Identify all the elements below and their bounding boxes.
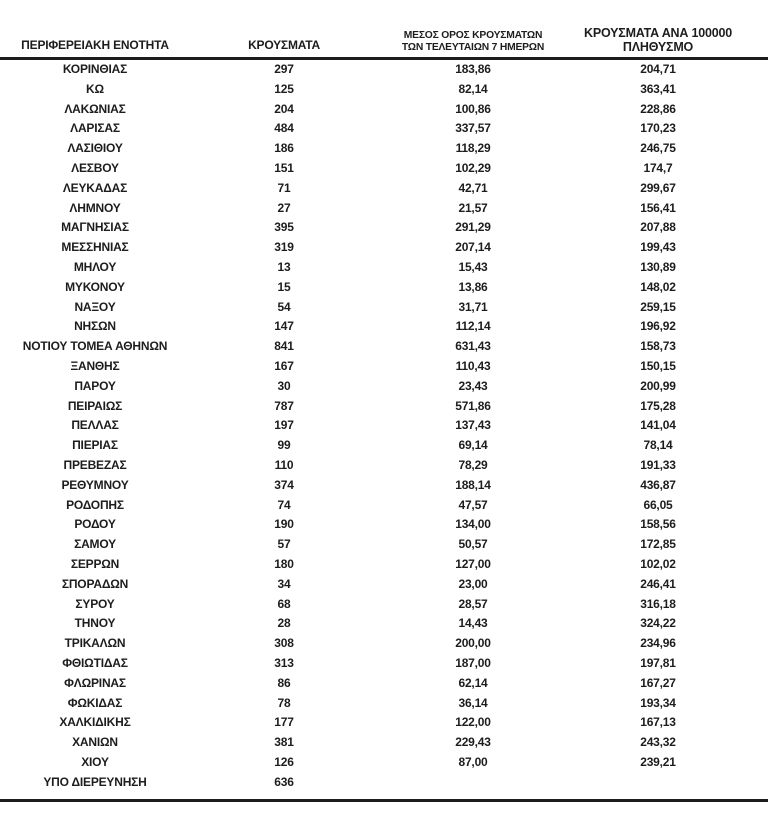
cell-cases-per-100000: 436,87: [640, 477, 676, 492]
cell-regional-unit: ΚΩ: [86, 81, 104, 96]
cell-cases: 151: [274, 160, 294, 175]
cell-cases: 313: [274, 655, 294, 670]
cell-cases-per-100000: 170,23: [640, 121, 676, 136]
cell-7day-average: 137,43: [455, 418, 491, 433]
cell-cases-per-100000: 174,7: [643, 160, 673, 175]
cell-cases-per-100000: 158,73: [640, 339, 676, 354]
cell-7day-average: 207,14: [455, 240, 491, 255]
cell-cases: 74: [277, 497, 291, 512]
cell-regional-unit: ΤΡΙΚΑΛΩΝ: [64, 636, 126, 651]
cell-cases: 68: [277, 596, 291, 611]
cell-7day-average: 13,86: [458, 279, 488, 294]
cell-cases: 110: [274, 457, 294, 472]
table-row: [0, 753, 768, 773]
cell-7day-average: 122,00: [455, 715, 491, 730]
table-row: [0, 634, 768, 654]
cell-regional-unit: ΝΟΤΙΟΥ ΤΟΜΕΑ ΑΘΗΝΩΝ: [22, 339, 168, 354]
table-row: [0, 515, 768, 535]
cell-regional-unit: ΝΑΞΟΥ: [74, 299, 116, 314]
cell-7day-average: 78,29: [458, 457, 488, 472]
cell-regional-unit: ΜΗΛΟΥ: [73, 259, 117, 274]
cell-regional-unit: ΜΑΓΝΗΣΙΑΣ: [61, 220, 129, 235]
table-row: [0, 119, 768, 139]
cell-cases-per-100000: 239,21: [640, 754, 676, 769]
table-row: [0, 357, 768, 377]
table-row: [0, 674, 768, 694]
cell-regional-unit: ΧΙΟΥ: [81, 754, 109, 769]
table-row: [0, 59, 768, 80]
cell-cases: 197: [274, 418, 294, 433]
table-row: [0, 377, 768, 397]
table-row: [0, 575, 768, 595]
cell-7day-average: 82,14: [458, 81, 488, 96]
cell-regional-unit: ΥΠΟ ΔΙΕΡΕΥΝΗΣΗ: [43, 774, 147, 789]
cell-7day-average: 62,14: [458, 675, 488, 690]
column-header-cases-per-100000-line2: ΠΛΗΘΥΣΜΟ: [622, 40, 694, 54]
cell-cases: 319: [274, 240, 294, 255]
cell-7day-average: 110,43: [455, 358, 491, 373]
cell-cases: 186: [274, 141, 294, 156]
table-row: [0, 238, 768, 258]
cell-cases: 177: [274, 715, 294, 730]
cell-7day-average: 229,43: [455, 735, 491, 750]
column-header-cases-label: ΚΡΟΥΣΜΑΤΑ: [248, 38, 320, 52]
table-row: [0, 80, 768, 100]
cell-regional-unit: ΧΑΛΚΙΔΙΚΗΣ: [59, 715, 131, 730]
cell-regional-unit: ΦΛΩΡΙΝΑΣ: [64, 675, 126, 690]
cell-cases-per-100000: 200,99: [640, 378, 676, 393]
table-row: [0, 258, 768, 278]
cell-cases: 57: [277, 537, 291, 552]
cell-cases: 78: [277, 695, 291, 710]
cell-7day-average: 15,43: [458, 259, 488, 274]
cell-cases-per-100000: 199,43: [640, 240, 676, 255]
cell-cases: 13: [277, 259, 291, 274]
cell-cases: 71: [277, 180, 291, 195]
table-row: [0, 278, 768, 298]
cell-cases-per-100000: 175,28: [640, 398, 676, 413]
cell-cases: 204: [274, 101, 294, 116]
cell-cases: 34: [277, 576, 291, 591]
table-row: [0, 654, 768, 674]
cell-regional-unit: ΡΕΘΥΜΝΟΥ: [61, 477, 129, 492]
cell-regional-unit: ΠΙΕΡΙΑΣ: [72, 438, 118, 453]
table-row: [0, 694, 768, 714]
cell-cases: 126: [274, 754, 294, 769]
table-row: [0, 317, 768, 337]
cell-cases-per-100000: 246,41: [640, 576, 676, 591]
table-row: [0, 100, 768, 120]
cell-cases-per-100000: 299,67: [640, 180, 676, 195]
cell-cases-per-100000: 148,02: [640, 279, 676, 294]
cell-cases: 30: [277, 378, 291, 393]
cell-cases: 374: [274, 477, 294, 492]
cell-7day-average: 14,43: [458, 616, 488, 631]
cell-cases: 381: [274, 735, 294, 750]
cell-cases-per-100000: 246,75: [640, 141, 676, 156]
cell-7day-average: 100,86: [455, 101, 491, 116]
table-body: [0, 59, 768, 793]
cell-regional-unit: ΦΘΙΩΤΙΔΑΣ: [62, 655, 128, 670]
cell-regional-unit: ΜΕΣΣΗΝΙΑΣ: [61, 240, 129, 255]
cell-cases-per-100000: 259,15: [640, 299, 676, 314]
cell-cases: 125: [274, 81, 294, 96]
cell-7day-average: 31,71: [458, 299, 488, 314]
column-header-cases-per-100000: [568, 12, 768, 59]
cell-cases-per-100000: 167,13: [640, 715, 676, 730]
cell-cases-per-100000: 204,71: [640, 62, 676, 76]
cell-regional-unit: ΝΗΣΩΝ: [74, 319, 116, 334]
table-row: [0, 416, 768, 436]
cell-regional-unit: ΛΑΚΩΝΙΑΣ: [64, 101, 126, 116]
cell-cases-per-100000: 324,22: [640, 616, 676, 631]
cell-7day-average: 134,00: [455, 517, 491, 532]
column-header-7day-average-line2: ΤΩΝ ΤΕΛΕΥΤΑΙΩΝ 7 ΗΜΕΡΩΝ: [401, 42, 545, 53]
table-row: [0, 298, 768, 318]
cell-7day-average: 42,71: [458, 180, 488, 195]
column-header-cases: [190, 12, 378, 59]
cell-cases: 297: [274, 62, 294, 76]
table-row: [0, 614, 768, 634]
cell-cases-per-100000: 172,85: [640, 537, 676, 552]
cell-cases: 636: [274, 774, 294, 789]
cell-regional-unit: ΣΕΡΡΩΝ: [70, 556, 120, 571]
cell-regional-unit: ΛΑΡΙΣΑΣ: [70, 121, 120, 136]
cell-regional-unit: ΜΥΚΟΝΟΥ: [65, 279, 125, 294]
cell-cases-per-100000: 130,89: [640, 259, 676, 274]
cell-7day-average: 188,14: [455, 477, 491, 492]
cell-cases: 99: [277, 438, 291, 453]
bottom-divider: [0, 799, 768, 802]
cell-cases-per-100000: 167,27: [640, 675, 676, 690]
cell-cases: 190: [274, 517, 294, 532]
table-row: [0, 535, 768, 555]
cell-regional-unit: ΡΟΔΟΠΗΣ: [66, 497, 124, 512]
cell-cases: 787: [274, 398, 294, 413]
cell-cases-per-100000: 363,41: [640, 81, 676, 96]
table-row: [0, 337, 768, 357]
column-header-cases-per-100000-line1: ΚΡΟΥΣΜΑΤΑ ΑΝΑ 100000: [584, 26, 732, 40]
cell-cases: 841: [274, 339, 294, 354]
header-row: [0, 12, 768, 59]
cell-regional-unit: ΚΟΡΙΝΘΙΑΣ: [62, 62, 128, 76]
cell-regional-unit: ΣΑΜΟΥ: [74, 537, 116, 552]
cell-cases-per-100000: 156,41: [640, 200, 676, 215]
table-row: [0, 436, 768, 456]
cell-7day-average: 112,14: [455, 319, 491, 334]
cell-cases-per-100000: 141,04: [640, 418, 676, 433]
cell-7day-average: 127,00: [455, 556, 491, 571]
cell-7day-average: 571,86: [455, 398, 491, 413]
column-header-regional-unit-label: ΠΕΡΙΦΕΡΕΙΑΚΗ ΕΝΟΤΗΤΑ: [21, 38, 169, 52]
cell-7day-average: 183,86: [455, 62, 491, 76]
cell-7day-average: 631,43: [455, 339, 491, 354]
cell-regional-unit: ΧΑΝΙΩΝ: [72, 735, 118, 750]
cell-regional-unit: ΠΕΛΛΑΣ: [71, 418, 119, 433]
cell-regional-unit: ΠΕΙΡΑΙΩΣ: [67, 398, 123, 413]
cell-regional-unit: ΛΕΣΒΟΥ: [71, 160, 119, 175]
table-row: [0, 496, 768, 516]
cell-cases: 484: [274, 121, 294, 136]
cell-cases-per-100000: 196,92: [640, 319, 676, 334]
table-row: [0, 139, 768, 159]
cell-cases-per-100000: 197,81: [640, 655, 676, 670]
cell-cases: 395: [274, 220, 294, 235]
table-row: [0, 179, 768, 199]
table-row: [0, 476, 768, 496]
cell-7day-average: 47,57: [458, 497, 488, 512]
cell-cases: 167: [274, 358, 294, 373]
cell-7day-average: 36,14: [458, 695, 488, 710]
cell-regional-unit: ΛΗΜΝΟΥ: [69, 200, 121, 215]
cell-cases-per-100000: 207,88: [640, 220, 676, 235]
cell-cases: 27: [277, 200, 291, 215]
cell-cases-per-100000: 66,05: [643, 497, 673, 512]
table-row: [0, 555, 768, 575]
cell-cases: 308: [274, 636, 294, 651]
cell-7day-average: 28,57: [458, 596, 488, 611]
cell-cases-per-100000: 228,86: [640, 101, 676, 116]
cell-7day-average: 102,29: [455, 160, 491, 175]
column-header-7day-average: [378, 12, 568, 59]
cell-cases-per-100000: 158,56: [640, 517, 676, 532]
cell-regional-unit: ΡΟΔΟΥ: [74, 517, 116, 532]
table-row: [0, 456, 768, 476]
cell-cases: 28: [277, 616, 291, 631]
table-row: [0, 199, 768, 219]
cell-7day-average: 21,57: [458, 200, 488, 215]
cell-cases: 147: [274, 319, 294, 334]
cell-cases-per-100000: 234,96: [640, 636, 676, 651]
table-row: [0, 218, 768, 238]
table-header: [0, 12, 768, 59]
cell-regional-unit: ΞΑΝΘΗΣ: [70, 358, 120, 373]
column-header-7day-average-line1: ΜΕΣΟΣ ΟΡΟΣ ΚΡΟΥΣΜΑΤΩΝ: [403, 30, 543, 41]
cell-7day-average: 200,00: [455, 636, 491, 651]
cell-regional-unit: ΣΥΡΟΥ: [75, 596, 115, 611]
cell-7day-average: 87,00: [458, 754, 488, 769]
table-row: [0, 733, 768, 753]
cell-cases-per-100000: 193,34: [640, 695, 676, 710]
cell-cases: 86: [277, 675, 291, 690]
cell-cases-per-100000: 243,32: [640, 735, 676, 750]
cell-7day-average: 69,14: [458, 438, 488, 453]
cell-cases-per-100000: [568, 773, 768, 793]
cell-cases-per-100000: 78,14: [643, 438, 673, 453]
cell-7day-average: [378, 773, 568, 793]
cell-regional-unit: ΠΑΡΟΥ: [74, 378, 116, 393]
cell-regional-unit: ΦΩΚΙΔΑΣ: [67, 695, 123, 710]
cell-7day-average: 118,29: [455, 141, 491, 156]
table-row: [0, 595, 768, 615]
table-row: [0, 397, 768, 417]
cell-regional-unit: ΣΠΟΡΑΔΩΝ: [61, 576, 129, 591]
cell-7day-average: 23,43: [458, 378, 488, 393]
cell-cases: 15: [277, 279, 291, 294]
cell-7day-average: 23,00: [458, 576, 488, 591]
cell-cases-per-100000: 191,33: [640, 457, 676, 472]
cell-cases: 54: [277, 299, 291, 314]
cell-7day-average: 291,29: [455, 220, 491, 235]
cell-cases-per-100000: 150,15: [640, 358, 676, 373]
cell-cases: 180: [274, 556, 294, 571]
cell-cases-per-100000: 316,18: [640, 596, 676, 611]
cell-regional-unit: ΛΑΣΙΘΙΟΥ: [67, 141, 123, 156]
table-row: [0, 159, 768, 179]
table-row: [0, 773, 768, 793]
cell-regional-unit: ΠΡΕΒΕΖΑΣ: [63, 457, 127, 472]
cell-regional-unit: ΛΕΥΚΑΔΑΣ: [62, 180, 128, 195]
cell-regional-unit: ΤΗΝΟΥ: [74, 616, 116, 631]
cell-cases-per-100000: 102,02: [640, 556, 676, 571]
column-header-regional-unit: [0, 12, 190, 59]
cell-7day-average: 50,57: [458, 537, 488, 552]
cell-7day-average: 337,57: [455, 121, 491, 136]
table-row: [0, 713, 768, 733]
cell-7day-average: 187,00: [455, 655, 491, 670]
regional-cases-table: [0, 12, 768, 792]
